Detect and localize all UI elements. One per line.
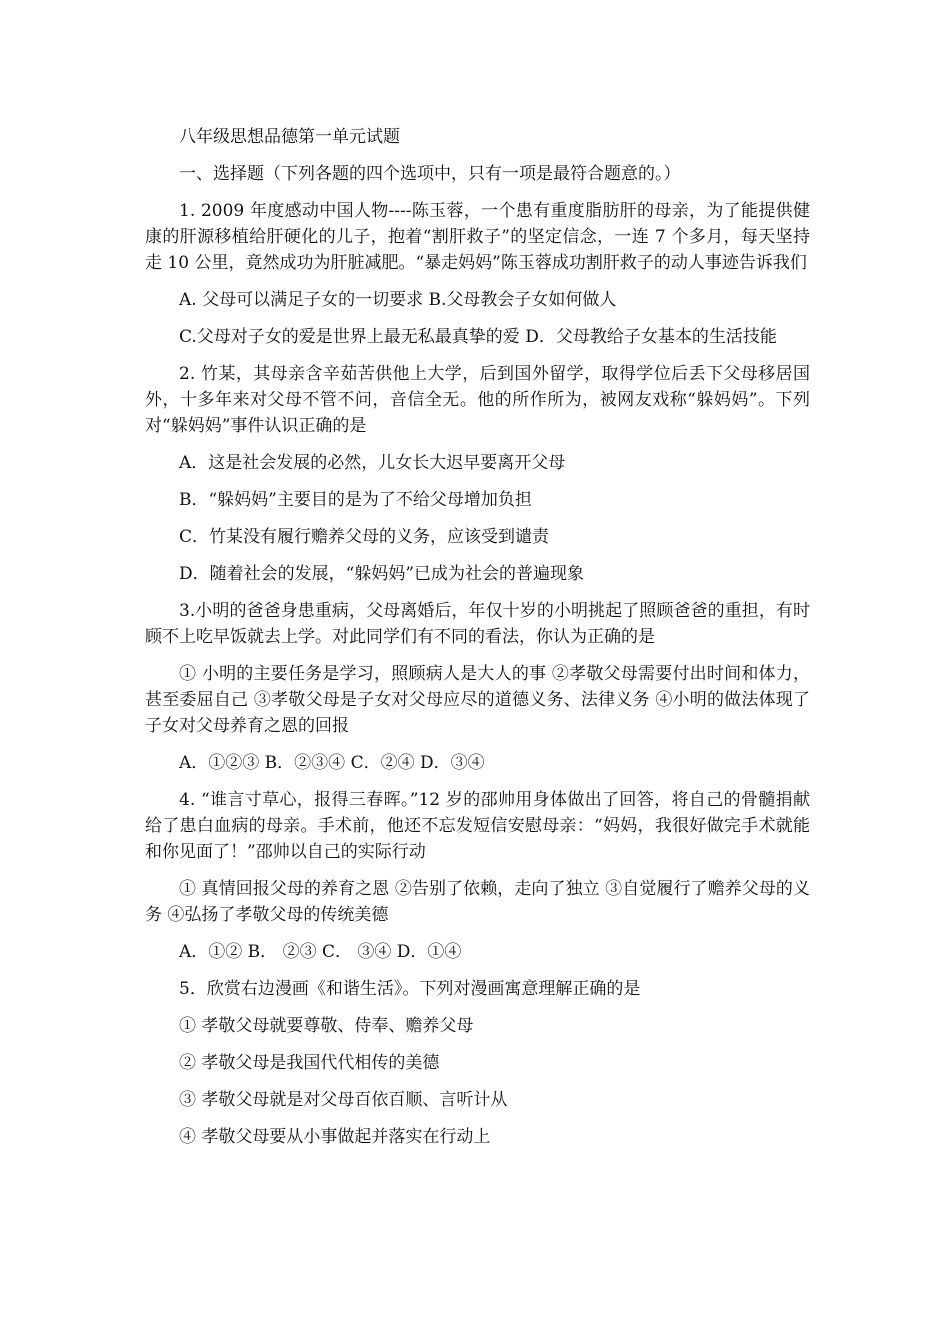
question-4-statements: ① 真情回报父母的养育之恩 ②告别了依赖，走向了独立 ③自觉履行了赡养父母的义务 ④弘扬了孝敬父母的传统美德 bbox=[145, 879, 810, 925]
question-4-options: A．①② B． ②③ C． ③④ D．①④ bbox=[179, 942, 462, 962]
question-1-stem: 1. 2009 年度感动中国人物----陈玉蓉，一个患有重度脂肪肝的母亲，为了能提供健康的肝源移植给肝硬化的儿子，抱着“割肝救子”的坚定信念，一连 7 个多月，每天坚持走 10 公里，竟然成功为肝脏减肥。“暴走妈妈”陈玉蓉成功割肝救子的动人事迹告诉我们 bbox=[145, 201, 810, 273]
section-heading: 一、选择题（下列各题的四个选项中，只有一项是最符合题意的。） bbox=[179, 164, 681, 184]
question-1-options-ab: A. 父母可以满足子女的一切要求 B.父母教会子女如何做人 bbox=[179, 290, 617, 310]
question-1-options-cd: C.父母对子女的爱是世界上最无私最真挚的爱 D．父母教给子女基本的生活技能 bbox=[179, 327, 777, 347]
document-body bbox=[145, 124, 810, 1161]
question-5-statement-1: ① 孝敬父母就要尊敬、侍奉、赡养父母 bbox=[179, 1016, 474, 1036]
question-5-statement-2: ② 孝敬父母是我国代代相传的美德 bbox=[179, 1053, 440, 1073]
exam-title: 八年级思想品德第一单元试题 bbox=[179, 127, 400, 147]
question-3-options: A．①②③ B．②③④ C．②④ D．③④ bbox=[179, 753, 485, 773]
question-2-option-c: C．竹某没有履行赡养父母的义务，应该受到谴责 bbox=[179, 527, 550, 547]
question-5-stem: 5．欣赏右边漫画《和谐生活》。下列对漫画寓意理解正确的是 bbox=[179, 979, 641, 999]
question-3-stem: 3.小明的爸爸身患重病，父母离婚后，年仅十岁的小明挑起了照顾爸爸的重担，有时顾不上吃早饭就去上学。对此同学们有不同的看法，你认为正确的是 bbox=[145, 601, 810, 647]
question-3-statements: ① 小明的主要任务是学习，照顾病人是大人的事 ②孝敬父母需要付出时间和体力，甚至委屈自己 ③孝敬父母是子女对父母应尽的道德义务、法律义务 ④小明的做法体现了子女对父母养育之恩的回报 bbox=[145, 664, 810, 736]
question-4-stem: 4. “谁言寸草心，报得三春晖。”12 岁的邵帅用身体做出了回答，将自己的骨髓捐献给了患白血病的母亲。手术前，他还不忘发短信安慰母亲：“妈妈，我很好做完手术就能和你见面了！”邵帅以自己的实际行动 bbox=[145, 790, 810, 862]
question-5-statement-3: ③ 孝敬父母就是对父母百依百顺、言听计从 bbox=[179, 1090, 508, 1110]
question-5-statement-4: ④ 孝敬父母要从小事做起并落实在行动上 bbox=[179, 1127, 491, 1147]
question-2-option-a: A．这是社会发展的必然，儿女长大迟早要离开父母 bbox=[179, 453, 566, 473]
question-2-option-b: B．“躲妈妈”主要目的是为了不给父母增加负担 bbox=[179, 490, 532, 510]
question-2-option-d: D．随着社会的发展，“躲妈妈”已成为社会的普遍现象 bbox=[179, 564, 585, 584]
question-2-stem: 2. 竹某，其母亲含辛茹苦供他上大学，后到国外留学，取得学位后丢下父母移居国外，十多年来对父母不管不问，音信全无。他的所作所为，被网友戏称“躲妈妈”。下列对“躲妈妈”事件认识正确的是 bbox=[145, 364, 810, 436]
